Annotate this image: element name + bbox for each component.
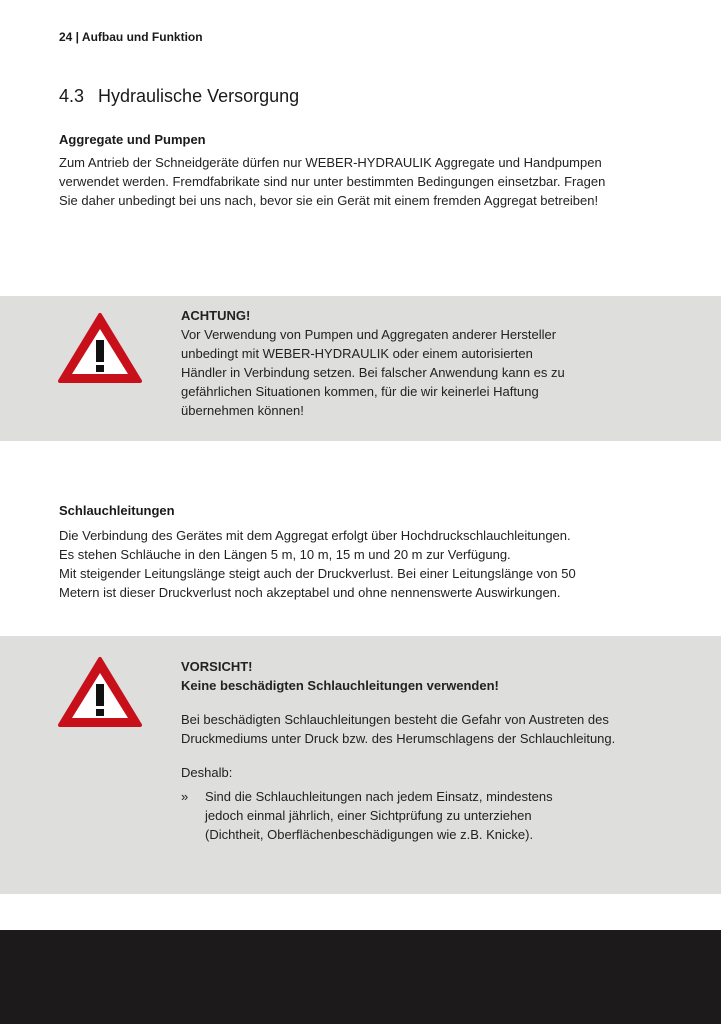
paragraph-line: Sie daher unbedingt bei uns nach, bevor sie ein Gerät mit einem fremden Aggregat betreiben!: [59, 193, 599, 208]
caution-bullet: [181, 787, 681, 844]
caution-subtitle: Keine beschädigten Schlauchleitungen verwenden!: [181, 678, 499, 693]
bullet-line: jedoch einmal jährlich, einer Sichtprüfung zu unterziehen: [205, 808, 532, 823]
section-title: [59, 86, 299, 107]
paragraph-line: Die Verbindung des Gerätes mit dem Aggregat erfolgt über Hochdruckschlauchleitungen.: [59, 528, 571, 543]
paragraph-line: Zum Antrieb der Schneidgeräte dürfen nur WEBER-HYDRAULIK Aggregate und Handpumpen: [59, 155, 602, 170]
bullet-line: Sind die Schlauchleitungen nach jedem Einsatz, mindestens: [205, 789, 553, 804]
caution-deshalb: Deshalb:: [181, 765, 233, 780]
hoses-heading: Schlauchleitungen: [59, 503, 175, 518]
warning-line: gefährlichen Situationen kommen, für die wir keinerlei Haftung: [181, 384, 539, 399]
paragraph-line: Metern ist dieser Druckverlust noch akzeptabel und ohne nennenswerte Auswirkungen.: [59, 585, 561, 600]
footer-band: [0, 930, 721, 1024]
warning-line: Händler in Verbindung setzen. Bei falscher Anwendung kann es zu: [181, 365, 565, 380]
warning-line: Vor Verwendung von Pumpen und Aggregaten anderer Hersteller: [181, 327, 557, 342]
hoses-paragraph: [59, 526, 669, 602]
warning-title: ACHTUNG!: [181, 308, 251, 323]
warning-line: übernehmen können!: [181, 403, 304, 418]
bullet-mark: »: [181, 789, 189, 804]
paragraph-line: Mit steigender Leitungslänge steigt auch der Druckverlust. Bei einer Leitungslänge von 50: [59, 566, 576, 581]
warning-line: unbedingt mit WEBER-HYDRAULIK oder einem autorisierten: [181, 346, 533, 361]
warning-box-achtung: [0, 296, 721, 441]
section-number: 4.3: [59, 86, 85, 106]
aggregate-heading: Aggregate und Pumpen: [59, 132, 206, 147]
section-title-text: Hydraulische Versorgung: [98, 86, 300, 106]
paragraph-line: verwendet werden. Fremdfabrikate sind nur unter bestimmten Bedingungen einsetzbar. Fragen: [59, 174, 606, 189]
caution-line: Druckmediums unter Druck bzw. des Herumschlagens der Schlauchleitung.: [181, 731, 616, 746]
aggregate-paragraph: [59, 153, 669, 210]
warning-box-vorsicht: [0, 636, 721, 894]
paragraph-line: Es stehen Schläuche in den Längen 5 m, 10 m, 15 m und 20 m zur Verfügung.: [59, 547, 511, 562]
warning-text: [181, 306, 681, 420]
caution-line: Bei beschädigten Schlauchleitungen besteht die Gefahr von Austreten des: [181, 712, 609, 727]
page-header: 24 | Aufbau und Funktion: [59, 30, 203, 44]
warning-triangle-icon: [57, 656, 143, 728]
caution-text: [181, 657, 681, 844]
caution-title: VORSICHT!: [181, 659, 253, 674]
bullet-line: (Dichtheit, Oberflächenbeschädigungen wie z.B. Knicke).: [205, 827, 534, 842]
warning-triangle-icon: [57, 312, 143, 384]
